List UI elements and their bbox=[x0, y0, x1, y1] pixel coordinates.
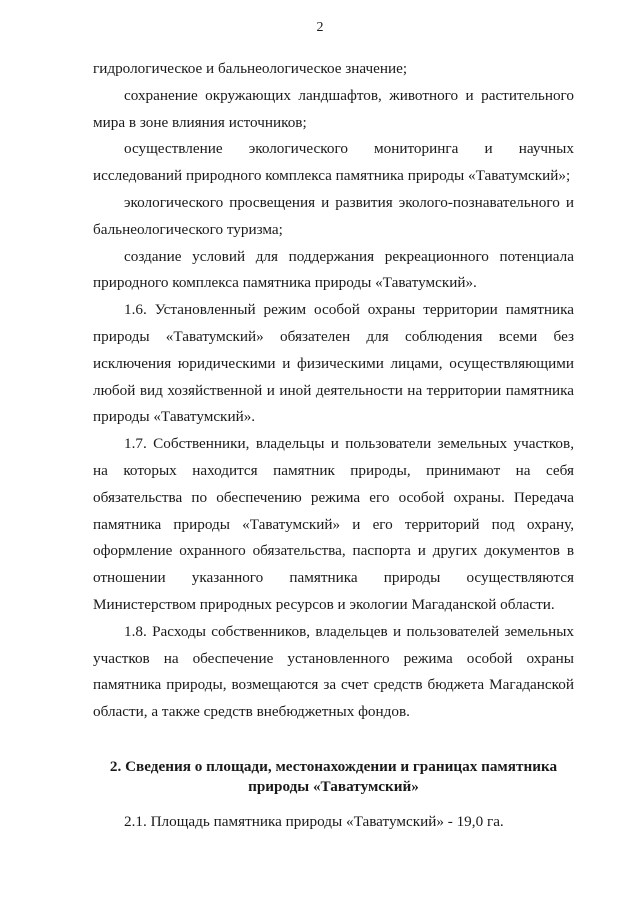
paragraph-list-item: осуществление экологического мониторинга и научных исследований природного комплекса памятника природы «Таватумский»; bbox=[93, 140, 574, 185]
paragraph-list-item: сохранение окружающих ландшафтов, животного и растительного мира в зоне влияния источников; bbox=[93, 86, 574, 131]
paragraph-list-item: экологического просвещения и развития эколого-познавательного и бальнеологического туризма; bbox=[93, 193, 574, 238]
paragraph-1-8: 1.8. Расходы собственников, владельцев и пользователей земельных участков на обеспечение установленного режима особой охраны памятника природы, возмещаются за счет средств бюджета Магаданской области, а также средств внебюджетных фондов. bbox=[93, 622, 574, 721]
paragraph-1-7: 1.7. Собственники, владельцы и пользователи земельных участков, на которых находится памятник природы, принимают на себя обязательства по обеспечению режима его особой охраны. Передача памятника природы «Таватумский» и его территорий под охрану, оформление охранного обязательства, паспорта и других документов в отношении указанного памятника природы осуществляются Министерством природных ресурсов и экологии Магаданской области. bbox=[93, 435, 574, 613]
paragraph-1-6: 1.6. Установленный режим особой охраны территории памятника природы «Таватумский» обязателен для соблюдения всеми без исключения юридическими и физическими лицами, осуществляющими любой вид хозяйственной и иной деятельности на территории памятника природы «Таватумский». bbox=[93, 301, 574, 426]
section-heading-line2: природы «Таватумский» bbox=[248, 777, 419, 795]
section-heading-line1: 2. Сведения о площади, местонахождении и границах памятника bbox=[109, 757, 558, 775]
paragraph-2-1: 2.1. Площадь памятника природы «Таватумский» - 19,0 га. bbox=[124, 812, 504, 830]
section-heading bbox=[93, 757, 574, 797]
paragraph-continuation: гидрологическое и бальнеологическое значение; bbox=[93, 60, 408, 77]
page-number: 2 bbox=[316, 20, 324, 35]
paragraph-list-item: создание условий для поддержания рекреационного потенциала природного комплекса памятника природы «Таватумский». bbox=[93, 247, 574, 292]
document-body bbox=[93, 56, 574, 836]
